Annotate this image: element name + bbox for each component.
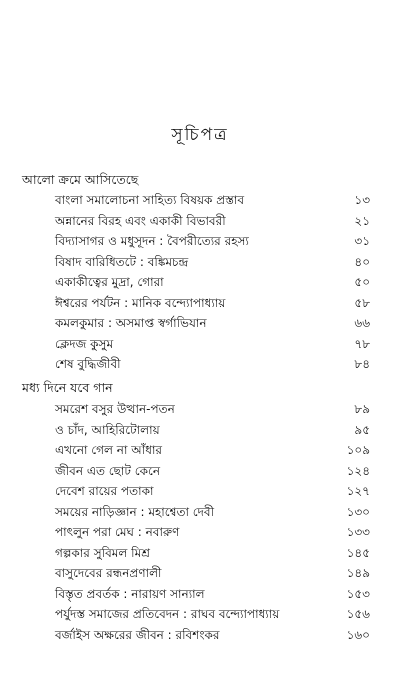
entry-page: ৬৬	[354, 316, 370, 330]
entry-title: কমলকুমার : অসমাপ্ত স্বর্গাভিযান	[55, 316, 207, 330]
entry-title: শেষ বুদ্ধিজীবী	[55, 357, 121, 371]
entry-title: সময়ের নাড়িজ্ঞান : মহাশ্বেতা দেবী	[55, 504, 215, 519]
section-heading: আলো ক্রমে আসিতেছে	[22, 172, 139, 187]
entry-title: বিষাদ বারিধিতটে : বঙ্কিমচন্দ্র	[55, 254, 189, 269]
entry-page: ১৪৯	[346, 566, 370, 580]
entry-page: ১২৭	[346, 484, 370, 498]
entry-page: ৫০	[354, 275, 370, 289]
toc-entry	[0, 231, 400, 252]
toc-entry	[0, 563, 400, 584]
entry-page: ১৩	[354, 193, 370, 207]
toc-entry	[0, 211, 400, 232]
toc-list	[0, 399, 400, 645]
entry-title: দেবেশ রায়ের পতাকা	[55, 484, 154, 498]
entry-title: বাসুদেবের রন্ধনপ্রণালী	[55, 566, 162, 580]
entry-page: ৮৯	[354, 402, 370, 416]
toc-entry	[0, 502, 400, 523]
toc-entry	[0, 354, 400, 375]
entry-title: এখনো গেল না আঁধার	[55, 443, 163, 457]
toc-entry	[0, 334, 400, 355]
entry-page: ৩১	[354, 234, 370, 248]
entry-page: ২১	[354, 213, 370, 228]
entry-title: সমরেশ বসুর উত্থান-পতন	[55, 402, 175, 416]
toc-entry	[0, 625, 400, 646]
entry-title: গল্পকার সুবিমল মিশ্র	[55, 545, 150, 560]
entry-page: ১৫৬	[346, 607, 370, 621]
entry-title: পাৎলুন পরা মেঘ : নবারুণ	[55, 525, 180, 539]
toc-entry	[0, 272, 400, 293]
toc-entry	[0, 399, 400, 420]
entry-page: ৫৮	[354, 295, 370, 310]
entry-title: বিদ্যাসাগর ও মধুসূদন : বৈপরীত্যের রহস্য	[55, 234, 249, 248]
toc-entry	[0, 440, 400, 461]
entry-page: ৪০	[354, 254, 370, 269]
section-heading: মধ্য দিনে যবে গান	[22, 380, 113, 395]
toc-entry	[0, 604, 400, 625]
toc-entry	[0, 190, 400, 211]
entry-title: একাকীত্বের মুদ্রা, গোরা	[55, 275, 164, 289]
entry-page: ১২৪	[346, 463, 370, 478]
toc-entry	[0, 543, 400, 564]
toc-entry	[0, 481, 400, 502]
entry-page: ৯৫	[354, 422, 370, 437]
entry-page: ১৩০	[346, 504, 370, 519]
entry-page: ১৫৩	[346, 586, 370, 601]
entry-title: বর্জাইস অক্ষরের জীবন : রবিশংকর	[55, 627, 220, 642]
entry-title: ক্লেদজ কুসুম	[55, 336, 114, 351]
toc-entry	[0, 293, 400, 314]
toc-entry	[0, 584, 400, 605]
toc-entry	[0, 313, 400, 334]
entry-title: বাংলা সমালোচনা সাহিত্য বিষয়ক প্রস্তাব	[55, 193, 245, 207]
page-title: সূচিপত্র	[171, 125, 229, 145]
entry-title: বিস্তৃত প্রবর্তক : নারায়ণ সান্যাল	[55, 586, 205, 601]
entry-page: ১০৯	[346, 443, 370, 457]
toc-entry	[0, 252, 400, 273]
toc-list	[0, 190, 400, 375]
toc-entry	[0, 522, 400, 543]
entry-page: ৮৪	[354, 357, 370, 371]
entry-page: ১৪৫	[346, 545, 370, 560]
toc-entry	[0, 461, 400, 482]
entry-page: ১৬০	[346, 627, 370, 642]
entry-title: ও চাঁদ, আহিরিটোলায়	[55, 422, 160, 437]
toc-entry	[0, 420, 400, 441]
entry-title: জীবন এত ছোট কেনে	[55, 463, 160, 478]
entry-page: ৭৮	[354, 336, 370, 351]
entry-page: ১৩৩	[346, 525, 370, 539]
entry-title: পর্যুদস্ত সমাজের প্রতিবেদন : রাঘব বন্দ্যোপাধ্যায়	[55, 607, 280, 621]
entry-title: ঈশ্বরের পর্যটন : মানিক বন্দ্যোপাধ্যায়	[55, 295, 226, 310]
entry-title: অন্নানের বিরহ এবং একাকী বিভাবরী	[55, 213, 226, 228]
